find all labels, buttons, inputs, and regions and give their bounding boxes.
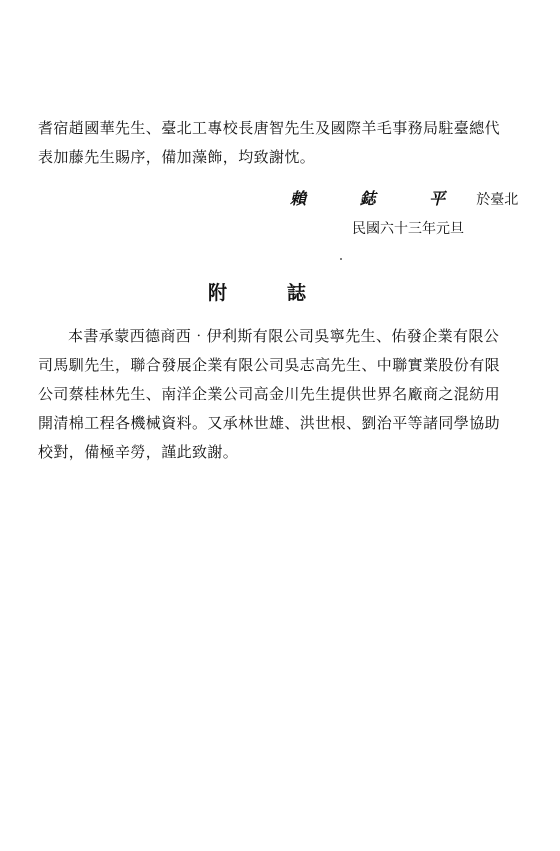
author-signature [290,186,518,209]
paragraph-line: 表加藤先生賜序，備加藻飾，均致謝忱。 [38,148,316,166]
note-paragraph [38,322,522,467]
paragraph-line: 本書承蒙西德商西‧伊利斯有限公司吳寧先生、佑發企業有限公 [68,327,500,345]
acknowledgement-paragraph [38,114,522,172]
paragraph-line: 耆宿趙國華先生、臺北工專校長唐智先生及國際羊毛事務局駐臺總代 [38,119,501,137]
paragraph-line: 開清棉工程各機械資料。又承林世雄、洪世根、劉治平等諸同學協助 [38,414,501,432]
paragraph-line: 司馬馴先生，聯合發展企業有限公司吳志高先生、中聯實業股份有限 [38,356,501,374]
note-heading: 附誌 [208,282,367,304]
paragraph-line: 校對，備極辛勞，謹此致謝。 [38,443,239,461]
signature-place: 於臺北 [476,192,519,208]
signature-date: 民國六十三年元旦 [352,221,464,237]
author-name: 賴 鋕 平 [290,189,470,208]
scan-speck [340,258,342,260]
paragraph-line: 公司蔡桂林先生、南洋企業公司高金川先生提供世界名廠商之混紡用 [38,385,501,403]
